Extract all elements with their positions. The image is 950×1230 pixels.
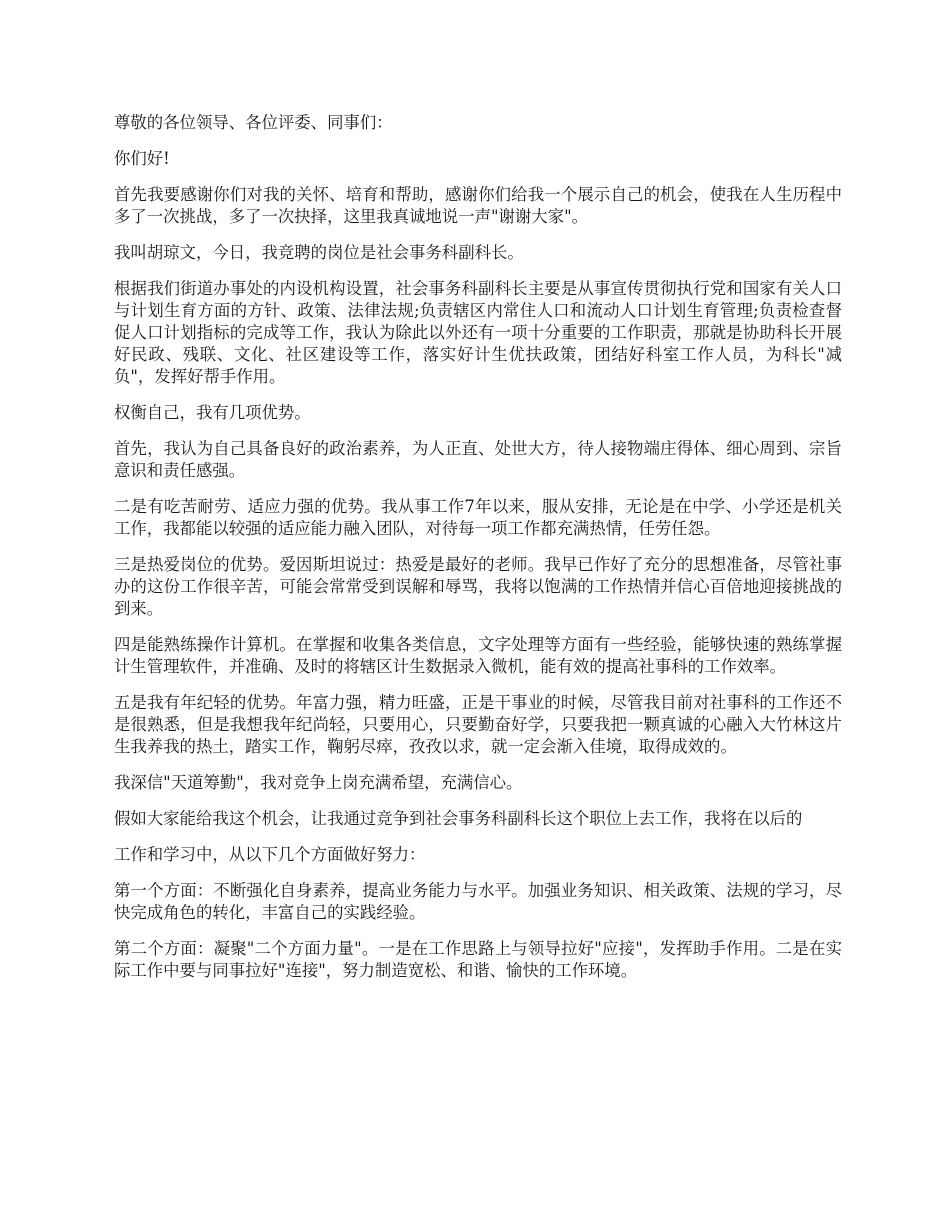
greeting: 你们好!: [114, 149, 170, 168]
paragraph-effort-1: 第一个方面：不断强化自身素养，提高业务能力与水平。加强业务知识、相关政策、法规的学习，尽快完成角色的转化，丰富自己的实践经验。: [114, 881, 842, 922]
paragraph-introduction: 我叫胡琼文，今日，我竞聘的岗位是社会事务科副科长。: [114, 243, 524, 262]
paragraph-advantage-4: 四是能熟练操作计算机。在掌握和收集各类信息，文字处理等方面有一些经验，能够快速的熟练掌握计生管理软件，并准确、及时的将辖区计生数据录入微机，能有效的提高社事科的工作效率。: [114, 635, 842, 676]
paragraph-job-duties: 根据我们街道办事处的内设机构设置，社会事务科副科长主要是从事宣传贯彻执行党和国家有关人口与计划生育方面的方针、政策、法律法规;负责辖区内常住人口和流动人口计划生育管理;负责检查督促人口计划指标的完成等工作，我认为除此以外还有一项十分重要的工作职责，那就是协助科长开展好民政、残联、文化、社区建设等工作，落实好计生优扶政策，团结好科室工作人员，为科长"减负"，发挥好帮手作用。: [114, 279, 842, 386]
paragraph-advantage-2: 二是有吃苦耐劳、适应力强的优势。我从事工作7年以来，服从安排，无论是在中学、小学还是机关工作，我都能以较强的适应能力融入团队，对待每一项工作都充满热情，任劳任怨。: [114, 497, 842, 538]
salutation: 尊敬的各位领导、各位评委、同事们：: [114, 113, 393, 132]
paragraph-advantage-5: 五是我有年纪轻的优势。年富力强，精力旺盛，正是干事业的时候，尽管我目前对社事科的工作还不是很熟悉，但是我想我年纪尚轻，只要用心，只要勤奋好学，只要我把一颗真诚的心融入大竹林这片生我养我的热土，踏实工作，鞠躬尽瘁，孜孜以求，就一定会渐入佳境，取得成效的。: [114, 693, 842, 756]
paragraph-if-chosen: 假如大家能给我这个机会，让我通过竞争到社会事务科副科长这个职位上去工作，我将在以后的: [114, 809, 803, 828]
paragraph-advantage-1: 首先，我认为自己具备良好的政治素养，为人正直、处世大方，待人接物端庄得体、细心周到、宗旨意识和责任感强。: [114, 439, 842, 480]
paragraph-confidence: 我深信"天道筹勤"，我对竞争上岗充满希望，充满信心。: [114, 773, 523, 792]
paragraph-advantages-intro: 权衡自己，我有几项优势。: [114, 403, 311, 422]
paragraph-effort-2: 第二个方面：凝聚"二个方面力量"。一是在工作思路上与领导拉好"应接"，发挥助手作用。二是在实际工作中要与同事拉好"连接"，努力制造宽松、和谐、愉快的工作环境。: [114, 939, 842, 980]
paragraph-advantage-3: 三是热爱岗位的优势。爱因斯坦说过：热爱是最好的老师。我早已作好了充分的思想准备，尽管社事办的这份工作很辛苦，可能会常常受到误解和辱骂，我将以饱满的工作热情并信心百倍地迎接挑战的到来。: [114, 555, 842, 618]
document-body: [114, 112, 842, 996]
paragraph-thanks: 首先我要感谢你们对我的关怀、培育和帮助，感谢你们给我一个展示自己的机会，使我在人生历程中多了一次挑战，多了一次抉择，这里我真诚地说一声"谢谢大家"。: [114, 185, 842, 226]
paragraph-efforts-intro: 工作和学习中，从以下几个方面做好努力：: [114, 845, 426, 864]
